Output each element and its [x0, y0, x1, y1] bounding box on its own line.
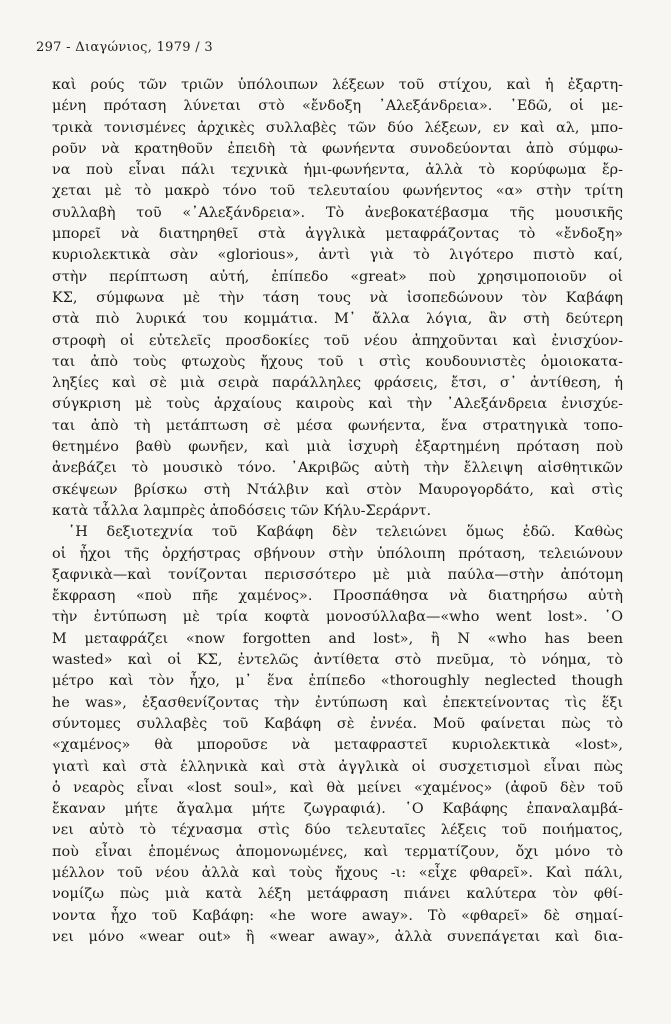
text-line: μέτρο καὶ τὸν ἦχο, μ᾽ ἕνα ἐπίπεδο «thoroughly neglected though: [52, 673, 623, 690]
text-line: μπορεῖ νὰ διατηρηθεῖ στὰ ἀγγλικὰ μεταφράζοντας τὸ «ἔνδοξη»: [52, 226, 623, 243]
text-line: ῾Η δεξιοτεχνία τοῦ Καβάφη δὲν τελειώνει ὅμως ἐδῶ. Καθὼς: [68, 524, 623, 541]
text-line: ροῦν νὰ κρατηθοῦν ἐπειδὴ τὰ φωνήεντα συνοδεύονται ἀπὸ σύμφω-: [52, 140, 623, 157]
text-line: νει μόνο «wear out» ἢ «wear away», ἀλλὰ συνεπάγεται καὶ δια-: [52, 928, 623, 945]
text-line: ται ἀπὸ τὴ μετάπτωση σὲ μέσα φωνήεντα, ἕνα στρατηγικὰ τοπο-: [52, 417, 623, 434]
text-line: ΚΣ, σύμφωνα μὲ τὴν τάση τους νὰ ἰσοπεδώνουν τὸν Καβάφη: [52, 289, 623, 306]
text-line: ται ἀπὸ τοὺς φτωχοὺς ἤχους τοῦ ι στὶς κουδουνιστὲς ὁμοιοκατα-: [52, 353, 623, 370]
text-line: ἔκαναν μήτε ἄγαλμα μήτε ζωγραφιά). ῾Ο Καβάφης ἐπαναλαμβά-: [52, 801, 623, 818]
text-line: να ποὺ εἶναι πάλι τεχνικὰ ἡμι-φωνήεντα, ἀλλὰ τὸ κορύφωμα ἔρ-: [52, 162, 623, 179]
text-line: Μ μεταφράζει «now forgotten and lost», ἢ Ν «who has been: [52, 630, 623, 647]
text-line: συλλαβὴ τοῦ «᾽Αλεξάνδρεια». Τὸ ἀνεβοκατέβασμα τῆς μουσικῆς: [52, 204, 623, 221]
text-line: ληξίες καὶ σὲ μιὰ σειρὰ παράλληλες φράσεις, ἔτσι, σ᾽ ἀντίθεση, ἡ: [52, 375, 623, 392]
text-line: ὁ νεαρὸς εἶναι «lost soul», καὶ θὰ μείνει «χαμένος» (ἀφοῦ δὲν τοῦ: [52, 779, 623, 796]
text-line: σύντομες συλλαβὲς τοῦ Καβάφη σὲ ἐννέα. Μοῦ φαίνεται πὼς τὸ: [52, 715, 623, 732]
text-line: ἀνεβάζει τὸ μουσικὸ τόνο. ᾽Ακριβῶς αὐτὴ τὴν ἔλλειψη αἰσθητικῶν: [52, 460, 623, 477]
text-line: νοντα ἦχο τοῦ Καβάφη: «he wore away». Τὸ «φθαρεῖ» δὲ σημαί-: [52, 907, 623, 924]
text-line: κατὰ τἆλλα λαμπρὲς ἀποδόσεις τῶν Κήλυ-Σεράρντ.: [52, 502, 432, 519]
text-line: wasted» καὶ οἱ ΚΣ, ἐντελῶς ἀντίθετα στὸ πνεῦμα, τὸ νόημα, τὸ: [52, 652, 623, 669]
text-line: τρικὰ τονισμένες ἀρχικὲς συλλαβὲς τῶν δύο λέξεων, εν καὶ αλ, μπο-: [52, 119, 623, 136]
text-line: κυριολεκτικὰ σὰν «glorious», ἀντὶ γιὰ τὸ λιγότερο πιστὸ καί,: [52, 247, 623, 264]
text-line: στὰ πιὸ λυρικά του κομμάτια. Μ᾽ ἄλλα λόγια, ἂν στὴ δεύτερη: [52, 311, 623, 328]
text-line: τὴν ἐντύπωση μὲ τρία κοφτὰ μονοσύλλαβα—«who went lost». ῾Ο: [52, 609, 623, 626]
text-line: ξαφνικὰ—καὶ τονίζονται περισσότερο μὲ μιὰ παύλα—στὴν ἀπότομη: [52, 566, 623, 583]
text-line: στροφὴ οἱ εὐτελεῖς προσδοκίες τοῦ νέου ἀπηχοῦνται καὶ ἐνισχύον-: [52, 332, 623, 349]
text-line: χεται μὲ τὸ μακρὸ τόνο τοῦ τελευταίου φωνήεντος «α» στὴν τρίτη: [52, 183, 623, 200]
article-body: [52, 75, 623, 948]
text-line: «χαμένος» θὰ μποροῦσε νὰ μεταφραστεῖ κυριολεκτικὰ «lost»,: [52, 737, 623, 754]
text-line: ἔκφραση «ποὺ πῆε χαμένος». Προσπάθησα νὰ διατηρήσω αὐτὴ: [52, 588, 623, 605]
text-line: μέλλον τοῦ νέου ἀλλὰ καὶ τοὺς ἤχους -ι: «εἶχε φθαρεῖ». Καὶ πάλι,: [52, 864, 623, 881]
text-line: he was», ἐξασθενίζοντας τὴν ἐντύπωση καὶ ἐπεκτείνοντας τὶς ἕξι: [52, 694, 623, 711]
text-line: μένη πρόταση λύνεται στὸ «ἔνδοξη ᾽Αλεξάνδρεια». ᾽Εδῶ, οἱ με-: [52, 98, 623, 115]
text-line: ποὺ εἶναι ἑπομένως ἀπομονωμένες, καὶ τερματίζουν, ὄχι μόνο τὸ: [52, 843, 623, 860]
text-line: οἱ ἦχοι τῆς ὀρχήστρας σβήνουν στὴν ὑπόλοιπη πρόταση, τελειώνουν: [52, 545, 623, 562]
text-line: γιατὶ καὶ στὰ ἑλληνικὰ καὶ στὰ ἀγγλικὰ οἱ συσχετισμοὶ εἶναι πὼς: [52, 758, 623, 775]
text-line: σκέψεων βρίσκω στὴ Ντάλβιν καὶ στὸν Μαυρογορδάτο, καὶ στὶς: [52, 481, 623, 498]
text-line: στὴν περίπτωση αὐτή, ἐπίπεδο «great» ποὺ χρησιμοποιοῦν οἱ: [52, 268, 623, 285]
text-line: νομίζω πὼς μιὰ κατὰ λέξη μετάφραση πιάνει καλύτερα τὸν φθί-: [52, 886, 623, 903]
text-line: θετημένο βαθὺ φωνῆεν, καὶ μιὰ ἰσχυρὴ ἐξαρτημένη πρόταση ποὺ: [52, 439, 623, 456]
text-line: σύγκριση μὲ τοὺς ἀρχαίους καιροὺς καὶ τὴν ᾽Αλεξάνδρεια ἐνισχύε-: [52, 396, 623, 413]
running-head: 297 - Διαγώνιος, 1979 / 3: [36, 40, 213, 55]
text-line: καὶ ρούς τῶν τριῶν ὑπόλοιπων λέξεων τοῦ στίχου, καὶ ἡ ἐξαρτη-: [52, 77, 623, 93]
text-line: νει αὐτὸ τὸ τέχνασμα στὶς δύο τελευταῖες λέξεις τοῦ ποιήματος,: [52, 822, 623, 839]
